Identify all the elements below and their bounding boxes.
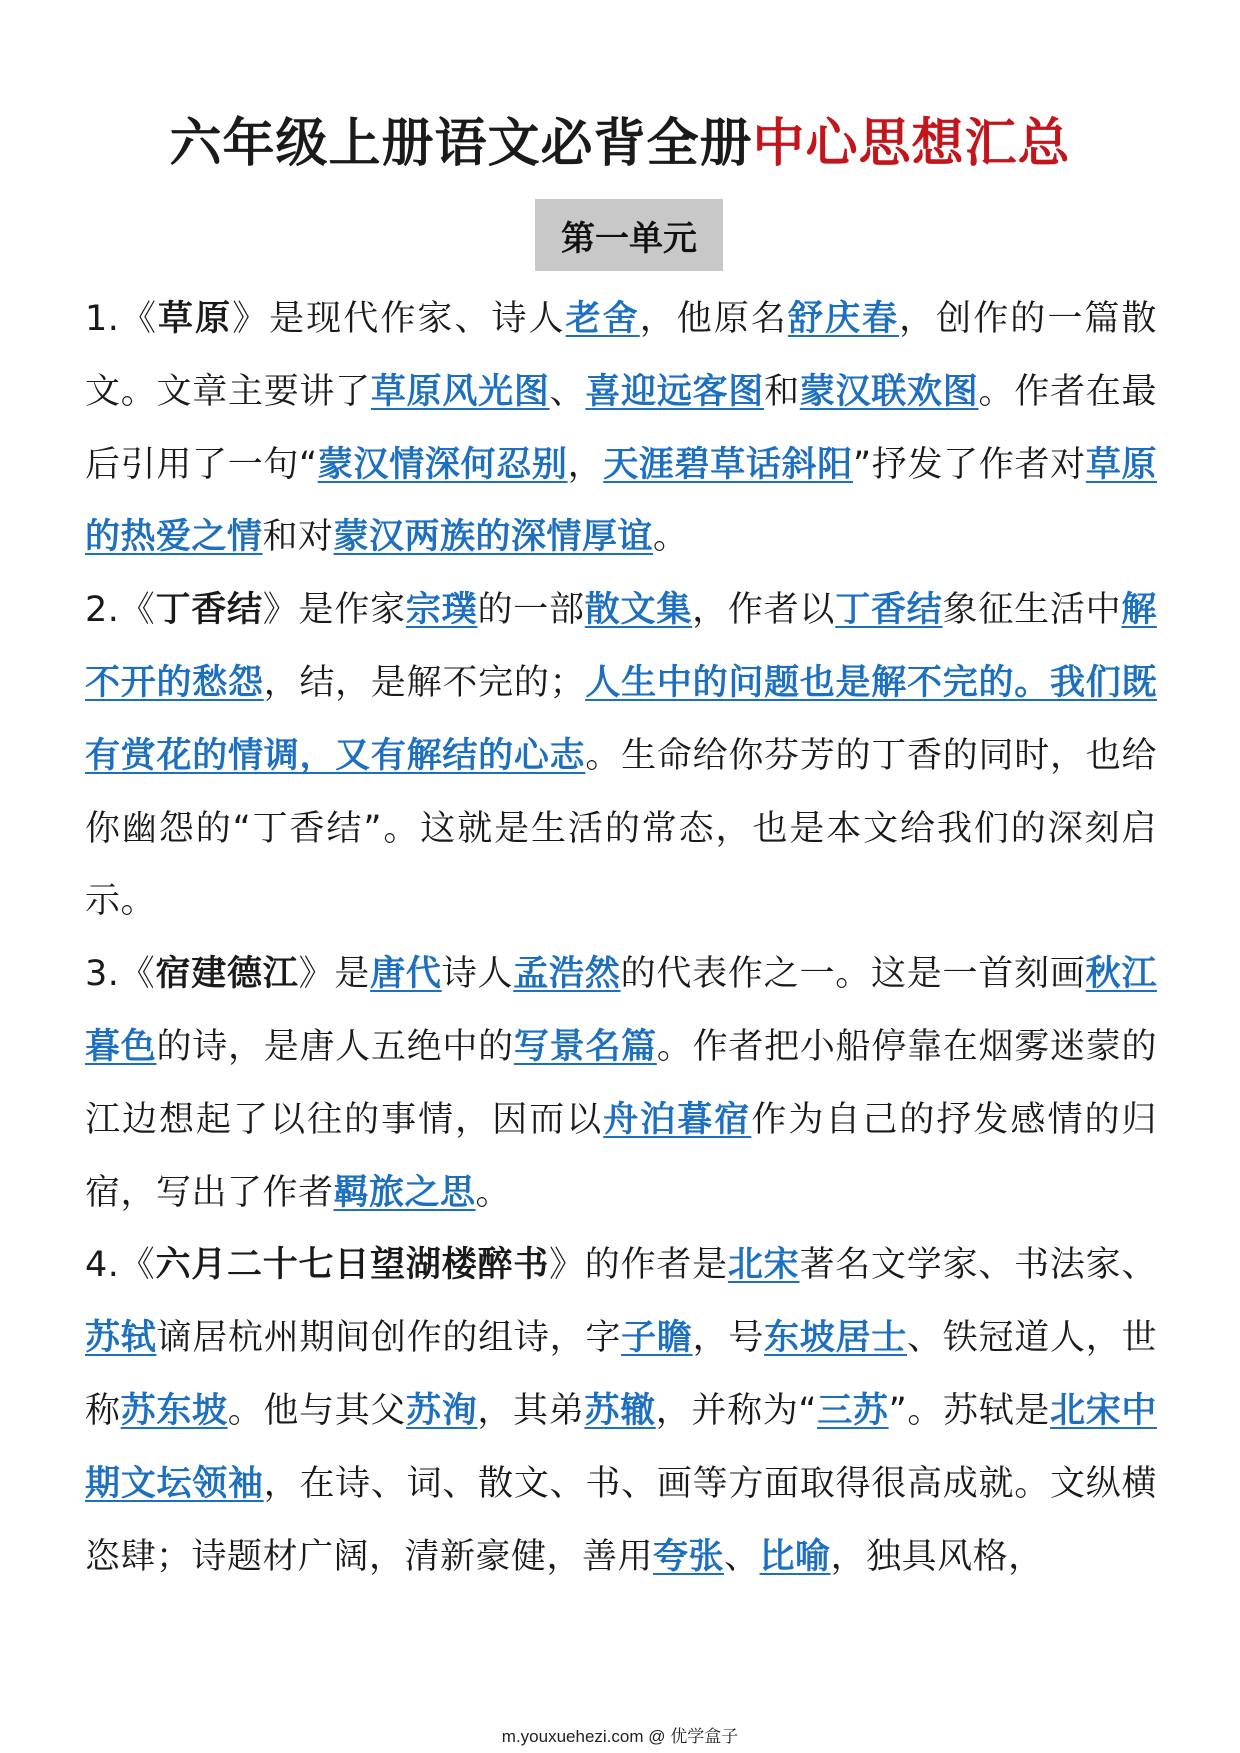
keyword-highlight: 丁香结 [835, 590, 943, 631]
text-title: 宿建德江 [155, 954, 299, 995]
body-text: ”。苏轼是 [888, 1390, 1051, 1431]
body-text: 。 [653, 517, 689, 558]
body-text: 4.《 [85, 1245, 156, 1286]
keyword-highlight: 舟泊暮宿 [603, 1099, 752, 1140]
title-red-part: 中心思想汇总 [752, 114, 1071, 174]
body-text: 》是现代作家、诗人 [232, 299, 566, 339]
keyword-highlight: 解不开的愁怨 [85, 590, 1157, 703]
keyword-highlight: 蒙汉情深何忍别 [317, 444, 568, 485]
body-text: 著名文学家、书法家、 [799, 1245, 1157, 1286]
body-text: ，创作的一篇散文。文章主要讲了 [85, 299, 1157, 412]
body-text: 作为自己的抒发感情的归宿，写出了作者 [85, 1099, 1157, 1213]
text-title: 草原 [158, 299, 233, 339]
keyword-highlight: 天涯碧草话斜阳 [603, 444, 853, 485]
body-text: 2.《 [85, 590, 156, 631]
keyword-highlight: 苏洵 [406, 1390, 478, 1431]
text-title: 六月二十七日望湖楼醉书 [155, 1245, 550, 1286]
body-text: 谪居杭州期间创作的组诗，字 [156, 1318, 622, 1359]
page-title [0, 104, 1240, 184]
body-text: 3.《 [85, 954, 156, 995]
keyword-highlight: 苏东坡 [120, 1390, 228, 1431]
body-text: ， [567, 444, 604, 485]
body-text: 的代表作之一。这是一首刻画 [620, 954, 1086, 995]
body-text: 和对 [262, 517, 334, 558]
document-body [85, 283, 1157, 1593]
paragraph-3 [85, 938, 1157, 1229]
body-text: 。他与其父 [227, 1390, 407, 1431]
body-text: 。作者把小船停靠在烟雾迷蒙的江边想起了以往的事情，因而以 [85, 1026, 1157, 1140]
body-text: ，并称为“ [655, 1390, 818, 1431]
text-title: 丁香结 [155, 590, 263, 631]
body-text: ，号 [692, 1318, 765, 1359]
keyword-highlight: 孟浩然 [513, 954, 621, 995]
keyword-highlight: 宗璞 [405, 590, 478, 631]
keyword-highlight: 羁旅之思 [333, 1172, 476, 1213]
keyword-highlight: 夸张 [653, 1536, 725, 1577]
body-text: ，在诗、词、散文、书、画等方面取得很高成就。文纵横恣肆；诗题材广阔，清新豪健，善用 [85, 1463, 1157, 1577]
body-text: 》的作者是 [549, 1245, 728, 1286]
keyword-highlight: 喜迎远客图 [585, 371, 765, 412]
keyword-highlight: 写景名篇 [513, 1026, 657, 1067]
body-text: ，结，是解不完的； [263, 662, 586, 703]
body-text: 。生命给你芬芳的丁香的同时，也给你幽怨的“丁香结”。这就是生活的常态，也是本文给我们的深刻启示。 [85, 735, 1157, 922]
body-text: 》是作家 [262, 590, 406, 631]
keyword-highlight: 人生中的问题也是解不完的。我们既有赏花的情调，又有解结的心志 [85, 662, 1157, 776]
keyword-highlight: 比喻 [759, 1536, 831, 1577]
keyword-highlight: 唐代 [370, 954, 442, 995]
body-text: 、铁冠道人，世称 [85, 1318, 1157, 1431]
body-text: ”抒发了作者对 [852, 444, 1086, 485]
body-text: 的诗，是唐人五绝中的 [156, 1026, 514, 1067]
body-text: 。 [475, 1172, 512, 1213]
keyword-highlight: 蒙汉两族的深情厚谊 [333, 517, 654, 558]
body-text: ，他原名 [639, 299, 788, 339]
keyword-highlight: 三苏 [817, 1390, 889, 1431]
keyword-highlight: 秋江暮色 [85, 954, 1157, 1067]
keyword-highlight: 东坡居士 [764, 1318, 908, 1359]
body-text: 1.《 [85, 299, 159, 339]
body-text: 诗人 [441, 954, 514, 995]
keyword-highlight: 蒙汉联欢图 [799, 371, 979, 412]
keyword-highlight: 草原风光图 [370, 371, 550, 412]
keyword-highlight: 草原的热爱之情 [85, 444, 1157, 558]
body-text: ，其弟 [477, 1390, 585, 1431]
keyword-highlight: 北宋中期文坛领袖 [85, 1390, 1157, 1504]
keyword-highlight: 舒庆春 [787, 299, 900, 339]
keyword-highlight: 苏轼 [85, 1318, 157, 1359]
body-text: 、 [724, 1536, 760, 1577]
body-text: ，作者以 [692, 590, 836, 631]
paragraph-4 [85, 1229, 1157, 1593]
body-text: 象征生活中 [942, 590, 1122, 631]
body-text: 、 [549, 371, 586, 412]
keyword-highlight: 子瞻 [621, 1318, 693, 1359]
unit-heading: 第一单元 [535, 199, 723, 271]
body-text: 。作者在最后引用了一句“ [85, 371, 1157, 485]
keyword-highlight: 苏辙 [584, 1390, 656, 1431]
footer-watermark: m.youxuehezi.com @ 优学盒子 [501, 1727, 739, 1746]
keyword-highlight: 散文集 [584, 590, 693, 631]
keyword-highlight: 北宋 [727, 1245, 800, 1286]
paragraph-1 [85, 283, 1157, 574]
body-text: 》是 [298, 954, 371, 995]
body-text: ，独具风格， [830, 1536, 1044, 1577]
title-black-part: 六年级上册语文必背全册 [169, 114, 753, 174]
body-text: 和 [764, 371, 800, 412]
paragraph-2 [85, 574, 1157, 938]
body-text: 的一部 [477, 590, 585, 631]
keyword-highlight: 老舍 [565, 299, 640, 339]
